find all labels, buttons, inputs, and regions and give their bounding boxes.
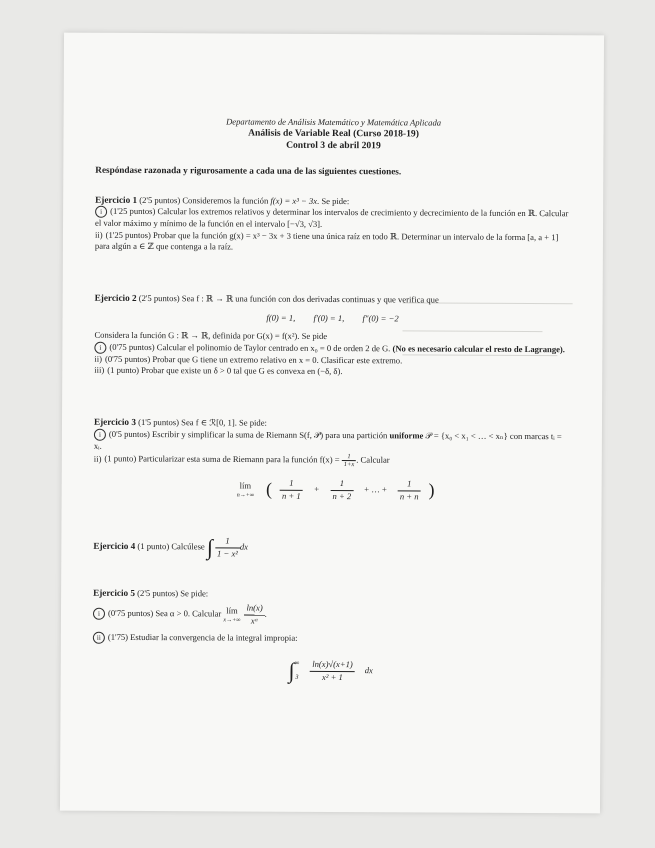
exercise-1-part-i xyxy=(95,206,571,232)
exercise-2-statement xyxy=(95,293,571,307)
numerator: 1 xyxy=(331,478,354,491)
limit-fraction xyxy=(244,603,264,627)
circled-mark: i xyxy=(93,608,105,620)
bold-word: uniforme xyxy=(389,429,424,441)
limit-word: lím xyxy=(226,605,238,616)
exercise-1-title: Ejercicio 1 xyxy=(95,194,138,205)
exam-header xyxy=(95,115,571,153)
part-text: (0'75 puntos) Probar que G tiene un extremo relativo en x = 0. Clasificar este extremo. xyxy=(104,353,403,366)
exercise-3-title: Ejercicio 3 xyxy=(93,416,136,427)
exercise-2-part-iii xyxy=(94,365,570,379)
condition: f′(0) = 1, xyxy=(313,312,345,323)
part-text: 𝒫 = {x₀ < x₁ < … < xₙ} con marcas tᵢ = xᵢ. xyxy=(93,430,562,451)
part-text: (1'25 puntos) Calcular los extremos relativos y determinar los intervalos de crecimiento y decrecimiento de la función en ℝ. Calcular el valor máximo y mínimo de la función en el intervalo [−√3, √3]. xyxy=(95,206,569,230)
exercise-4-title: Ejercicio 4 xyxy=(93,541,136,552)
part-mark: ii) xyxy=(94,353,103,364)
exercise-1-points: (2'5 puntos) Consideremos la función xyxy=(139,194,269,206)
integral-sign: ∫ xyxy=(288,658,295,684)
limit-operator xyxy=(223,605,240,624)
exercise-2-title: Ejercicio 2 xyxy=(94,292,137,303)
paren: ( xyxy=(266,479,273,500)
numerator: 1 xyxy=(398,479,421,492)
course-title: Análisis de Variable Real (Curso 2018-19) xyxy=(248,127,419,140)
part-text: (1'75) Estudiar la convergencia de la integral impropia: xyxy=(107,632,298,644)
part-mark: ii) xyxy=(93,453,102,464)
exercise-5 xyxy=(93,587,570,686)
exercise-1-tail: . Se pide: xyxy=(317,195,350,206)
part-text: (1 punto) Probar que existe un δ > 0 tal que G es convexa en (−δ, δ). xyxy=(107,365,343,377)
exam-content xyxy=(93,115,572,694)
exercise-2 xyxy=(94,293,570,379)
part-text: (0'5 puntos) Escribir y simplificar la suma de Riemann S(f, 𝒫) para una partición xyxy=(108,428,388,440)
part-text: (0'75 puntos) Sea α > 0. Calcular xyxy=(107,608,222,619)
exercise-3-points: (1'5 puntos) Sea f ∈ ℛ[0, 1]. Se pide: xyxy=(138,416,267,428)
denominator: 1 − x² xyxy=(217,548,238,559)
integral-bounds xyxy=(294,657,299,685)
exam-sheet xyxy=(60,33,604,814)
exercise-1-function: f(x) = x³ − 3x xyxy=(270,195,318,206)
exercise-3-part-i xyxy=(94,428,570,454)
differential: dx xyxy=(239,541,249,553)
circled-mark: i xyxy=(95,206,107,218)
part-text: (1'25 puntos) Probar que la función g(x) = x³ − 3x + 3 tiene una única raíz en todo ℝ. Determinar un intervalo de la forma [a, a + 1] para algún a ∈ ℤ que contenga a la raíz. xyxy=(94,229,559,252)
denominator: xᵅ xyxy=(250,615,259,626)
part-text: (0'75 puntos) Calcular el polinomio de Taylor centrado en x₀ = 0 de orden 2 de G. xyxy=(109,341,391,354)
riemann-limit xyxy=(94,477,570,504)
limit-subscript: x→+∞ xyxy=(223,617,241,624)
numerator: 1 xyxy=(280,478,303,491)
inline-fraction xyxy=(342,453,357,468)
denominator: x² + 1 xyxy=(322,671,343,682)
exercise-4 xyxy=(93,535,569,562)
improper-integral xyxy=(93,656,569,686)
exercise-5-part-i: i (0'75 puntos) Sea α > 0. Calcular lím x→+∞ $\frac{\ln(x)}{\text{xᵅ}}$ . xyxy=(93,602,569,629)
plus: + xyxy=(313,484,320,495)
differential: dx xyxy=(364,665,373,676)
exercise-5-title: Ejercicio 5 xyxy=(93,587,136,598)
bold-note: (No es necesario calcular el resto de Lagrange). xyxy=(392,343,565,354)
ellipsis: + … + xyxy=(364,484,387,495)
integral-sign: ∫ xyxy=(206,535,214,561)
numerator: ln(x)√(x+1) xyxy=(310,659,355,672)
exercise-4-points: (1 punto) Calcúlese xyxy=(137,541,205,552)
exercise-1-part-ii xyxy=(95,230,571,256)
limit-subscript: n→+∞ xyxy=(236,492,255,499)
numerator: 1 xyxy=(342,453,357,461)
denominator: n + n xyxy=(399,491,419,502)
condition: f″(0) = −2 xyxy=(362,312,399,323)
initial-conditions xyxy=(95,311,571,325)
part-text: (1 punto) Particularizar esta suma de Riemann para la función f(x) = xyxy=(104,453,340,465)
instructions: Respóndase razonada y rigurosamente a cada una de las siguientes cuestiones. xyxy=(95,164,402,177)
exercise-3 xyxy=(94,417,570,504)
circled-mark: i xyxy=(94,428,106,440)
exercise-1 xyxy=(95,194,571,255)
limit-word: lím xyxy=(239,480,252,491)
lower-bound: 3 xyxy=(295,674,299,682)
exercise-2-consider: Considera la función G : ℝ → ℝ, definida por G(x) = f(x²). Se pide xyxy=(94,329,328,342)
integrand-fraction xyxy=(302,659,363,684)
exercise-5-part-ii xyxy=(93,632,569,647)
circled-mark: i xyxy=(94,342,106,354)
exercise-5-points: (2'5 puntos) Se pide: xyxy=(137,587,209,598)
upper-bound: ∞ xyxy=(294,660,300,668)
numerator: ln(x) xyxy=(244,603,264,616)
limit-operator xyxy=(229,480,262,499)
denominator: 1+x xyxy=(343,461,355,469)
exercise-2-points: (2'5 puntos) Sea f : ℝ → ℝ una función con dos derivadas continuas y que verifica que xyxy=(138,292,439,305)
integrand-fraction xyxy=(215,536,240,560)
exercise-4-statement xyxy=(93,535,569,562)
numerator: 1 xyxy=(215,536,240,549)
denominator: n + 2 xyxy=(332,490,352,501)
fraction xyxy=(390,479,429,503)
paren: ) xyxy=(428,480,435,501)
condition: f(0) = 1, xyxy=(266,312,296,323)
part-text: . Calcular xyxy=(356,454,390,465)
fraction xyxy=(272,478,311,502)
part-mark: ii) xyxy=(94,229,103,240)
denominator: n + 1 xyxy=(281,490,301,501)
circled-mark: ii xyxy=(93,632,105,644)
department-line: Departamento de Análisis Matemático y Matemática Aplicada xyxy=(226,116,442,128)
fraction xyxy=(323,478,362,502)
control-date: Control 3 de abril 2019 xyxy=(286,139,381,152)
exercise-5-statement xyxy=(93,587,569,601)
part-mark: iii) xyxy=(94,365,105,376)
exercise-3-part-ii xyxy=(94,452,570,469)
